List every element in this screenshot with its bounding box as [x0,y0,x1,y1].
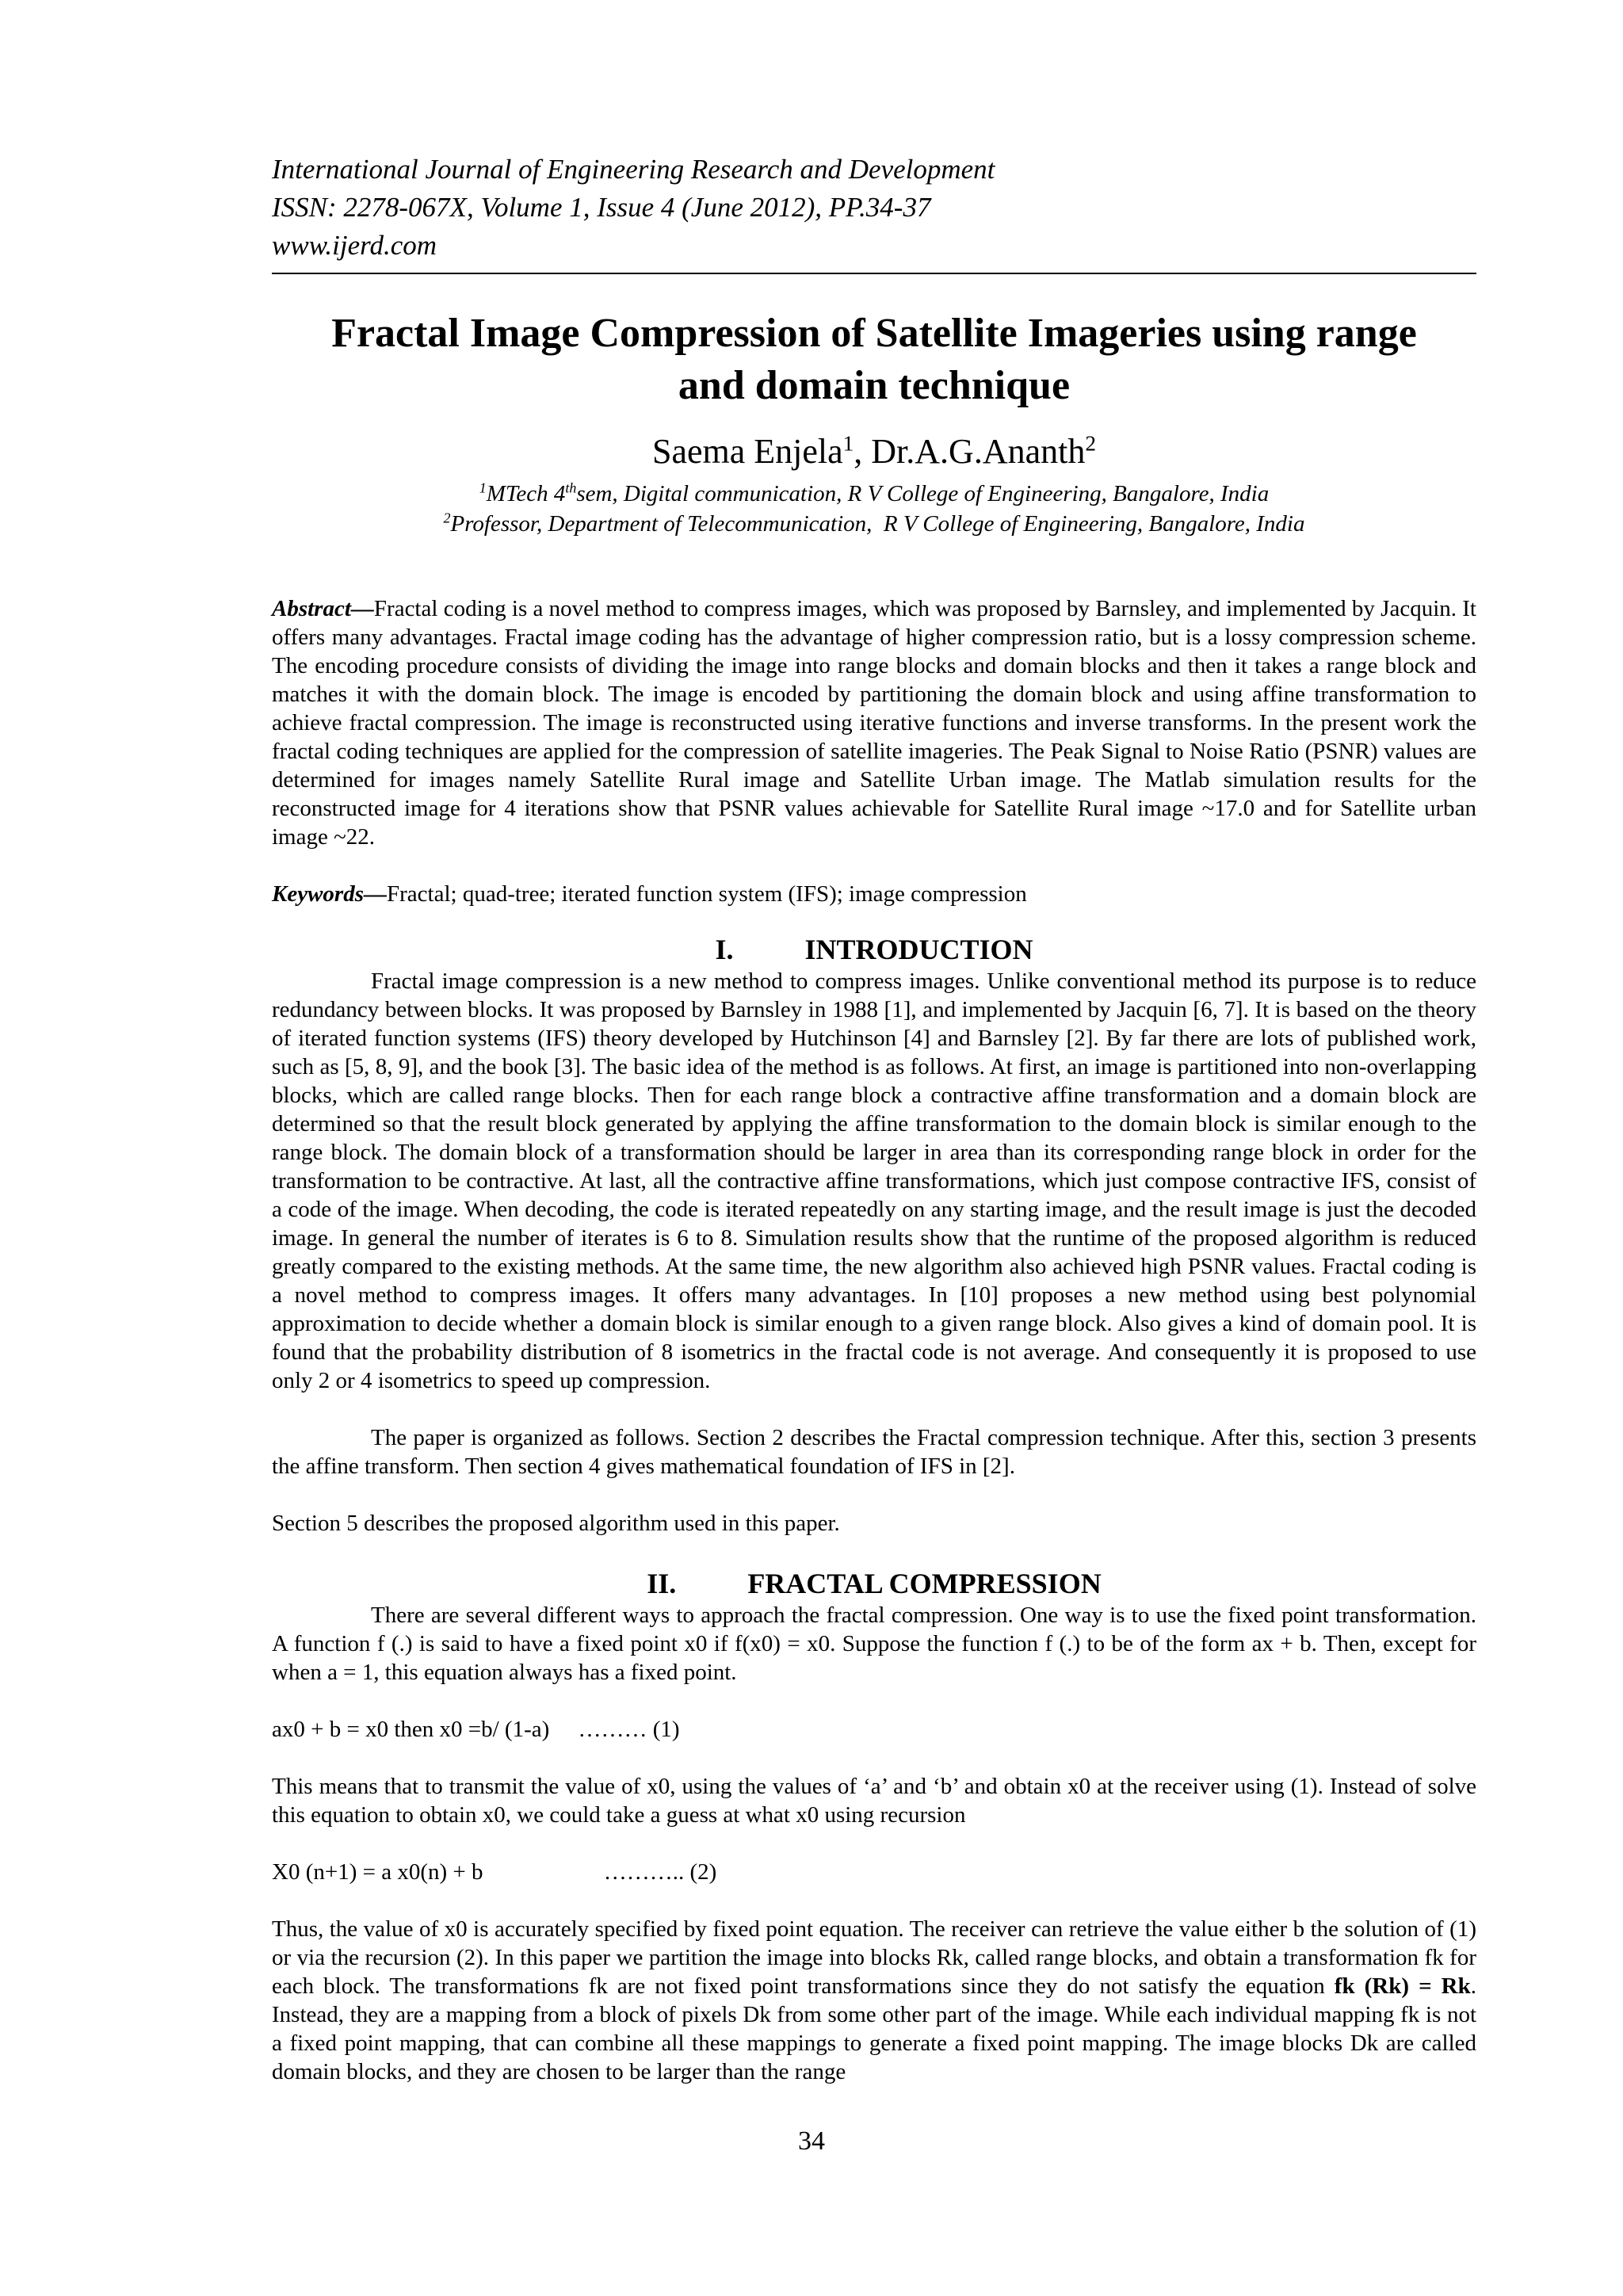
author-separator: , [854,432,872,471]
affiliation-1-prefix: MTech 4 [486,481,566,506]
affiliation-2 [272,509,1476,539]
page-number: 34 [798,2126,825,2156]
intro-paragraph-3: Section 5 describes the proposed algorithm used in this paper. [272,1511,840,1536]
keywords [272,880,1476,908]
equation-1: ax0 + b = x0 then x0 =b/ (1-a) ……… (1) [272,1717,680,1742]
affiliation-1-ordinal: th [565,479,577,496]
intro-paragraph-2: The paper is organized as follows. Section 2 describes the Fractal compression technique. After this, section 3 presents the affine transform. Then section 4 gives mathematical foundation of IFS in [2]. [272,1425,1476,1479]
abstract-text: Fractal coding is a novel method to compress images, which was proposed by Barnsley, and implemented by Jacquin. It offers many advantages. Fractal image coding has the advantage of higher compression ratio, but is a lossy compression scheme. The encoding procedure consists of dividing the image into range blocks and domain blocks and then it takes a range block and matches it with the domain block. The image is encoded by partitioning the domain block and using affine transformation to achieve fractal compression. The image is reconstructed using iterative functions and inverse transforms. In the present work the fractal coding techniques are applied for the compression of satellite imageries. The Peak Signal to Noise Ratio (PSNR) values are determined for images namely Satellite Rural image and Satellite Urban image. The Matlab simulation results for the reconstructed image for 4 iterations show that PSNR values achievable for Satellite Rural image ~17.0 and for Satellite urban image ~22. [272,596,1476,850]
fractal-paragraph-2: This means that to transmit the value of x0, using the values of ‘a’ and ‘b’ and obtain x0 at the receiver using (1). Instead of solve this equation to obtain x0, we could take a guess at what x0 using recursion [272,1774,1476,1828]
section-heading-fractal-compression [272,1566,1476,1601]
intro-paragraph-1: Fractal image compression is a new method to compress images. Unlike conventional method its purpose is to reduce redundancy between blocks. It was proposed by Barnsley in 1988 [1], and implemented by Jacquin [6, 7]. It is based on the theory of iterated function systems (IFS) theory developed by Hutchinson [4] and Barnsley [2]. By far there are lots of published work, such as [5, 8, 9], and the book [3]. The basic idea of the method is as follows. At first, an image is partitioned into non-overlapping blocks, which are called range blocks. Then for each range block a contractive affine transformation and a domain block are determined so that the result block generated by applying the affine transformation to the domain block is similar enough to the range block. The domain block of a transformation should be larger in area than its corresponding range block in order for the transformation to be contractive. At last, all the contractive affine transformations, which just compose contractive IFS, consist of a code of the image. When decoding, the code is iterated repeatedly on any starting image, and the result image is just the decoded image. In general the number of iterates is 6 to 8. Simulation results show that the runtime of the proposed algorithm is reduced greatly compared to the existing methods. At the same time, the new algorithm also achieved high PSNR values. Fractal coding is a novel method to compress images. It offers many advantages. In [10] proposes a new method using best polynomial approximation to decide whether a domain block is similar enough to a given range block. Also gives a kind of domain pool. It is found that the probability distribution of 8 isometrics in the fractal code is not average. And consequently it is proposed to use only 2 or 4 isometrics to speed up compression. [272,968,1476,1393]
section-2-number: II. [647,1568,677,1599]
abstract [272,594,1476,851]
affiliation-1 [272,479,1476,509]
header-rule [272,273,1476,274]
affiliation-1-sup: 1 [479,479,487,496]
running-header [272,151,1476,265]
author-2: Dr.A.G.Ananth [871,432,1086,471]
section-1-number: I. [715,934,734,965]
affiliation-1-text: sem, Digital communication, R V College of Engineering, Bangalore, India [576,481,1270,506]
abstract-label: Abstract— [272,596,374,621]
author-1-sup: 1 [842,431,854,456]
paper-page [272,151,1476,2086]
fixed-point-equation: fk (Rk) = Rk [1334,1973,1471,1999]
affiliation-2-text: Professor, Department of Telecommunication, R V College of Engineering, Bangalore, India [450,511,1305,537]
paper-title [272,308,1476,412]
affiliations [272,479,1476,539]
fractal-paragraph-3-b: . Instead, they are a mapping from a block of pixels Dk from some other part of the image. While each individual mapping fk is not a fixed point mapping, that can combine all these mappings to generate a fixed point mapping. The image blocks Dk are called domain blocks, and they are chosen to be larger than the range [272,1973,1476,2084]
title-line-2: and domain technique [678,363,1071,408]
affiliation-2-sup: 2 [443,510,451,526]
section-heading-introduction [272,932,1476,967]
journal-url: www.ijerd.com [272,230,437,261]
equation-2: X0 (n+1) = a x0(n) + b ……….. (2) [272,1859,717,1885]
fractal-paragraph-3 [272,1915,1476,2086]
keywords-label: Keywords— [272,881,387,907]
keywords-text: Fractal; quad-tree; iterated function system (IFS); image compression [387,881,1027,907]
author-list [272,430,1476,474]
journal-issn: ISSN: 2278-067X, Volume 1, Issue 4 (June 2012), PP.34-37 [272,192,931,223]
section-2-title: FRACTAL COMPRESSION [747,1568,1102,1599]
author-2-sup: 2 [1085,431,1097,456]
journal-name: International Journal of Engineering Research and Development [272,154,995,185]
fractal-paragraph-1: There are several different ways to approach the fractal compression. One way is to use the fixed point transformation. A function f (.) is said to have a fixed point x0 if f(x0) = x0. Suppose the function f (.) to be of the form ax + b. Then, except for when a = 1, this equation always has a fixed point. [272,1603,1476,1685]
title-line-1: Fractal Image Compression of Satellite Imageries using range [331,311,1417,356]
author-1: Saema Enjela [651,432,843,471]
section-1-title: INTRODUCTION [804,934,1033,965]
fractal-paragraph-3-a: Thus, the value of x0 is accurately specified by fixed point equation. The receiver can retrieve the value either b the solution of (1) or via the recursion (2). In this paper we partition the image into blocks Rk, called range blocks, and obtain a transformation fk for each block. The transformations fk are not fixed point transformations since they do not satisfy the equation [272,1916,1476,1999]
